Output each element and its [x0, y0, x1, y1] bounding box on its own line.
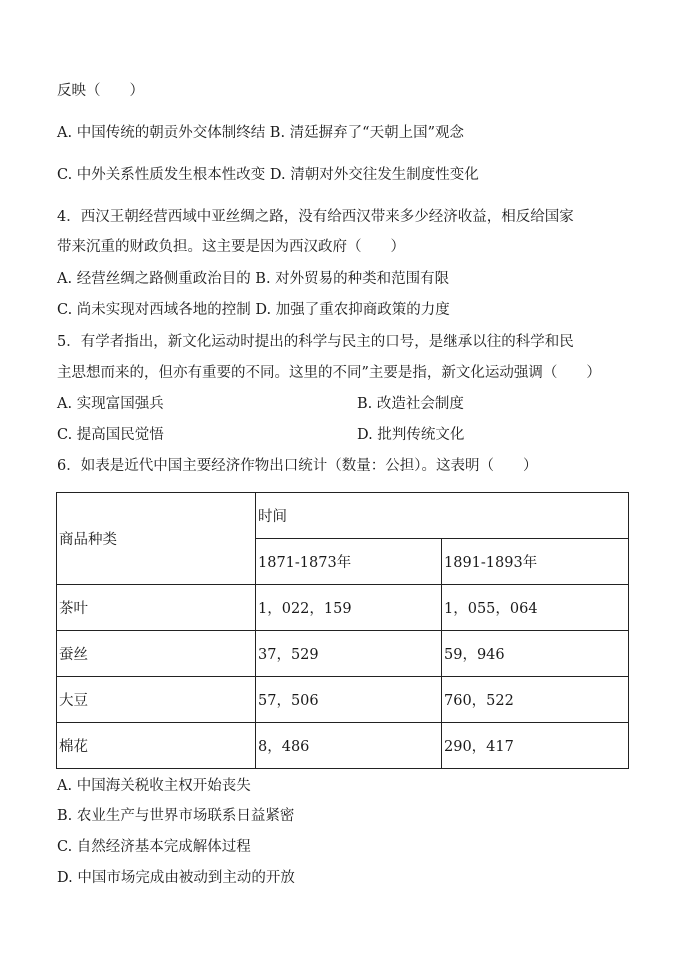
q4-stem-line1: 4．西汉王朝经营西域中亚丝绸之路，没有给西汉带来多少经济收益，相反给国家: [57, 209, 574, 225]
q3-options-ab: A. 中国传统的朝贡外交体制终结 B. 清廷摒弃了“天朝上国”观念: [57, 125, 464, 141]
table-row: [57, 723, 629, 769]
table-row: [57, 677, 629, 723]
table-cell-v2: 59，946: [442, 631, 629, 677]
table-cell-name: 蚕丝: [57, 631, 256, 677]
q3-options-cd: C. 中外关系性质发生根本性改变 D. 清朝对外交往发生制度性变化: [57, 167, 479, 183]
table-cell-name: 棉花: [57, 723, 256, 769]
table-row: [57, 631, 629, 677]
table-header-category: 商品种类: [57, 493, 256, 585]
table-cell-v2: 290，417: [442, 723, 629, 769]
table-cell-v2: 1，055，064: [442, 585, 629, 631]
table-cell-name: 大豆: [57, 677, 256, 723]
table-header-period2: 1891-1893年: [442, 539, 629, 585]
table-cell-v1: 57，506: [256, 677, 442, 723]
table-cell-v2: 760，522: [442, 677, 629, 723]
table-header-time: 时间: [256, 493, 629, 539]
q5-option-a: A. 实现富国强兵: [57, 396, 164, 412]
q5-option-b: B. 改造社会制度: [357, 396, 464, 412]
table-cell-v1: 37，529: [256, 631, 442, 677]
q5-option-c: C. 提高国民觉悟: [57, 427, 164, 443]
table-row: [57, 585, 629, 631]
q6-stem: 6．如表是近代中国主要经济作物出口统计（数量：公担）。这表明（ ）: [57, 458, 538, 474]
q5-stem-line1: 5．有学者指出，新文化运动时提出的科学与民主的口号，是继承以往的科学和民: [57, 334, 574, 350]
table-header-period1: 1871-1873年: [256, 539, 442, 585]
q4-options-ab: A. 经营丝绸之路侧重政治目的 B. 对外贸易的种类和范围有限: [57, 271, 450, 287]
table-cell-name: 茶叶: [57, 585, 256, 631]
export-table: [56, 492, 629, 769]
q3-stem-tail: 反映（ ）: [57, 83, 144, 99]
q6-option-b: B. 农业生产与世界市场联系日益紧密: [57, 808, 295, 824]
table-cell-v1: 1，022，159: [256, 585, 442, 631]
table-cell-v1: 8，486: [256, 723, 442, 769]
q5-stem-line2: 主思想而来的，但亦有重要的不同。这里的不同”主要是指，新文化运动强调（ ）: [57, 365, 601, 381]
q6-option-c: C. 自然经济基本完成解体过程: [57, 839, 251, 855]
q6-option-d: D. 中国市场完成由被动到主动的开放: [57, 870, 295, 886]
q4-options-cd: C. 尚未实现对西域各地的控制 D. 加强了重农抑商政策的力度: [57, 302, 450, 318]
q4-stem-line2: 带来沉重的财政负担。这主要是因为西汉政府（ ）: [57, 239, 405, 255]
q6-option-a: A. 中国海关税收主权开始丧失: [57, 778, 251, 794]
q5-option-d: D. 批判传统文化: [357, 427, 465, 443]
